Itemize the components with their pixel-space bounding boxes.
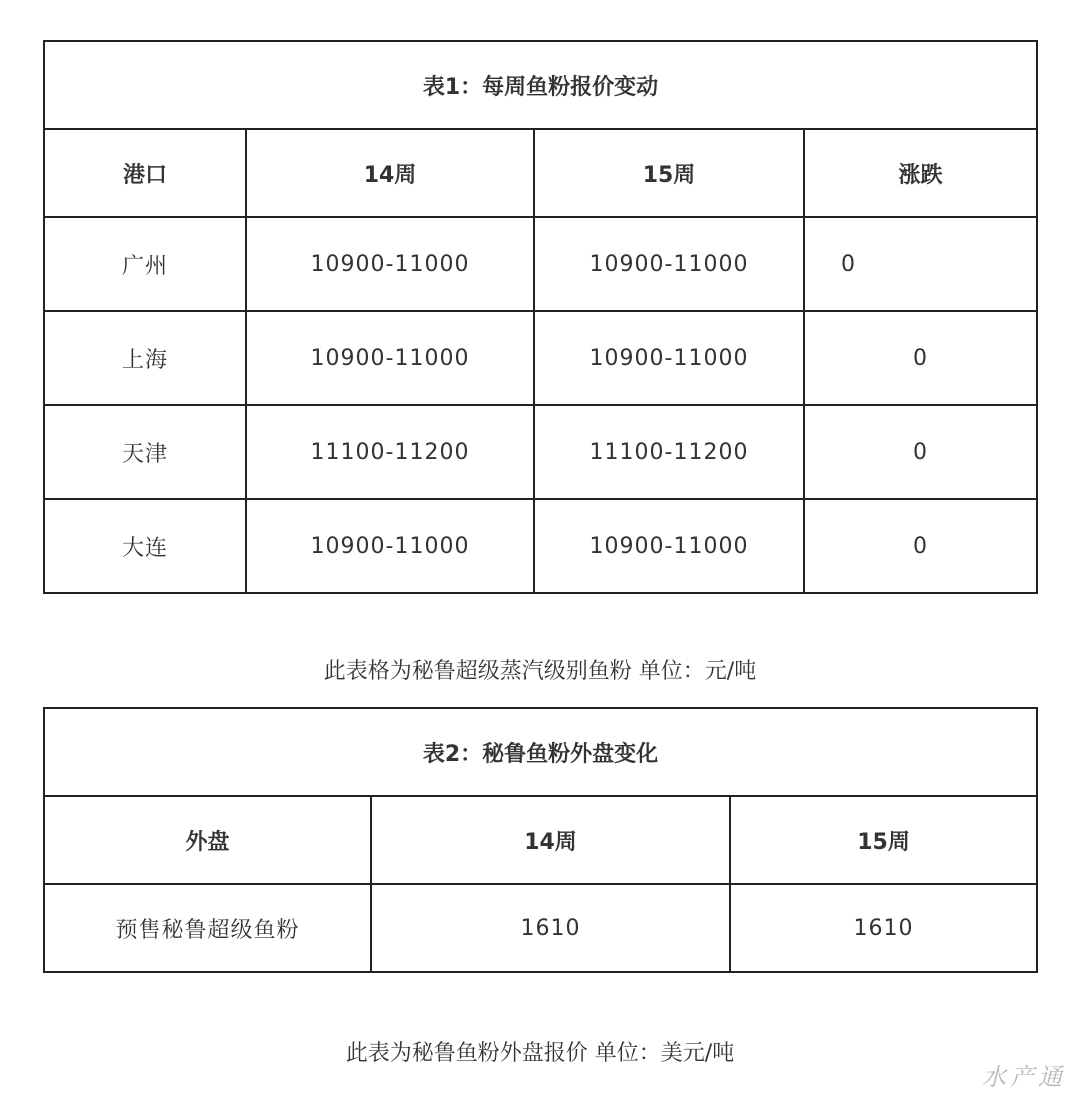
week15-price-cell: 10900-11000 <box>534 499 804 593</box>
week14-price-cell: 10900-11000 <box>246 311 534 405</box>
table-row <box>44 884 1037 972</box>
port-cell: 天津 <box>44 405 246 499</box>
port-cell: 上海 <box>44 311 246 405</box>
header-port: 港口 <box>44 129 246 217</box>
week15-price-cell: 11100-11200 <box>534 405 804 499</box>
watermark-logo: 水产通 <box>982 1063 1066 1091</box>
header-change: 涨跌 <box>804 129 1037 217</box>
table2-title: 表2：秘鲁鱼粉外盘变化 <box>44 708 1037 796</box>
port-cell: 广州 <box>44 217 246 311</box>
product-cell: 预售秘鲁超级鱼粉 <box>44 884 371 972</box>
week15-price-cell: 1610 <box>730 884 1037 972</box>
peru-fishmeal-offer-table <box>43 707 1038 973</box>
week15-price-cell: 10900-11000 <box>534 311 804 405</box>
change-cell: 0 <box>804 499 1037 593</box>
table2-caption: 此表为秘鲁鱼粉外盘报价 单位：美元/吨 <box>345 1041 735 1066</box>
week14-price-cell: 1610 <box>371 884 730 972</box>
table-row <box>44 499 1037 593</box>
week14-price-cell: 10900-11000 <box>246 499 534 593</box>
port-cell: 大连 <box>44 499 246 593</box>
table1-title: 表1：每周鱼粉报价变动 <box>44 41 1037 129</box>
header-week15: 15周 <box>534 129 804 217</box>
week14-price-cell: 10900-11000 <box>246 217 534 311</box>
table1-caption: 此表格为秘鲁超级蒸汽级别鱼粉 单位：元/吨 <box>323 659 757 684</box>
table-row <box>44 405 1037 499</box>
header-week15: 15周 <box>730 796 1037 884</box>
change-cell: 0 <box>804 217 1037 311</box>
header-offer: 外盘 <box>44 796 371 884</box>
table-row <box>44 217 1037 311</box>
header-week14: 14周 <box>246 129 534 217</box>
week14-price-cell: 11100-11200 <box>246 405 534 499</box>
table-row <box>44 311 1037 405</box>
change-cell: 0 <box>804 405 1037 499</box>
week15-price-cell: 10900-11000 <box>534 217 804 311</box>
weekly-fishmeal-price-table <box>43 40 1038 594</box>
header-week14: 14周 <box>371 796 730 884</box>
change-cell: 0 <box>804 311 1037 405</box>
